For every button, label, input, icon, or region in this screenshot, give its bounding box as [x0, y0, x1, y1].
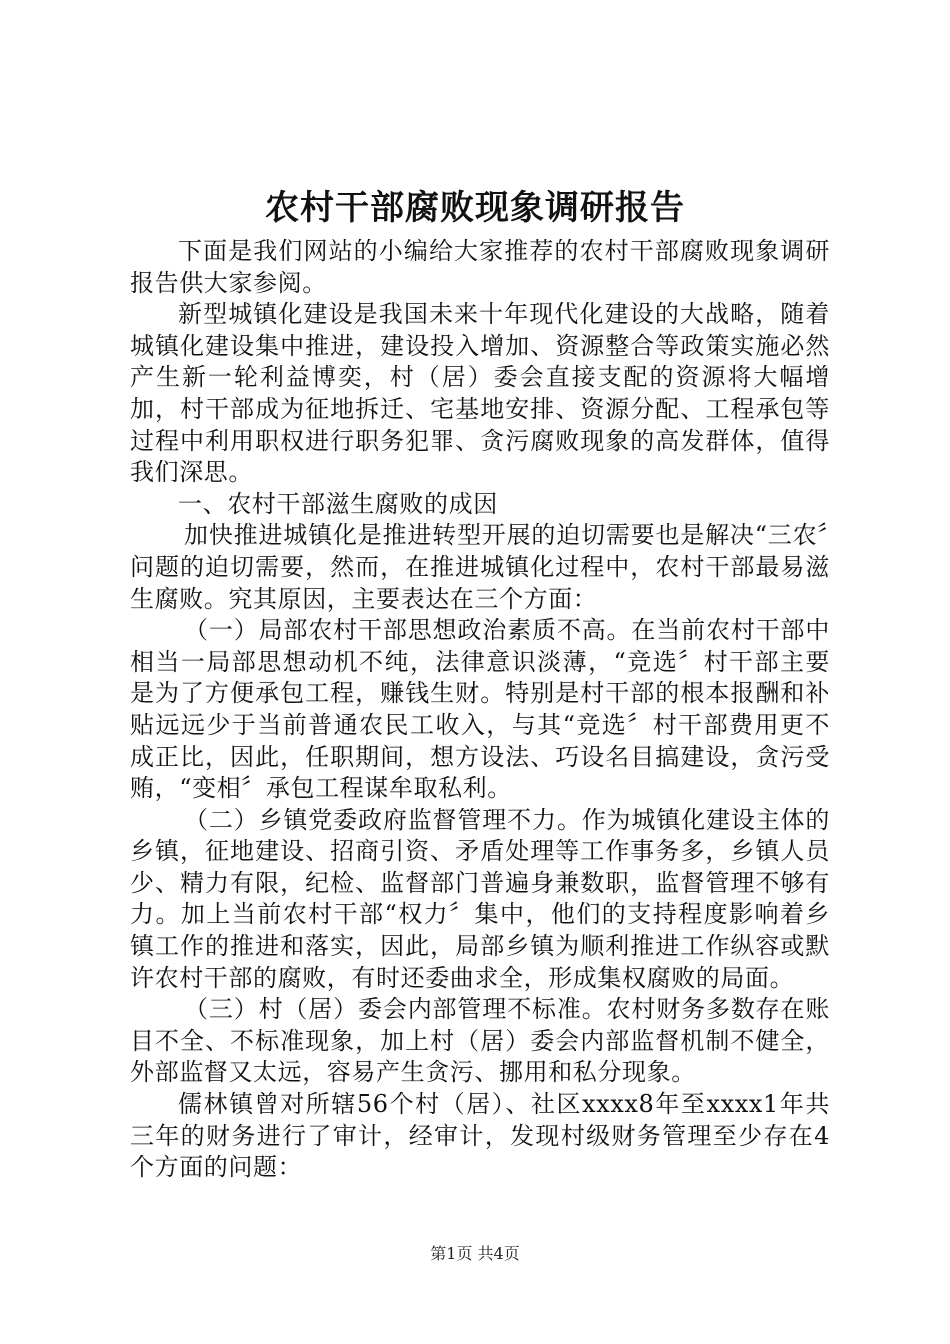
document-body: [130, 236, 830, 1184]
paragraph-cause-one: （一）局部农村干部思想政治素质不高。在当前农村干部中相当一局部思想动机不纯，法律意识淡薄，“竞选〞村干部主要是为了方便承包工程，赚钱生财。特别是村干部的根本报酬和补贴远远少于当前普通农民工收入，与其“竞选〞村干部费用更不成正比，因此，任职期间，想方设法、巧设名目搞建设，贪污受贿，“变相〞承包工程谋牟取私利。: [130, 616, 830, 803]
paragraph-cause-two: （二）乡镇党委政府监督管理不力。作为城镇化建设主体的乡镇，征地建设、招商引资、矛盾处理等工作事务多，乡镇人员少、精力有限，纪检、监督部门普遍身兼数职，监督管理不够有力。加上当前农村干部“权力〞集中，他们的支持程度影响着乡镇工作的推进和落实，因此，局部乡镇为顺利推进工作纵容或默许农村干部的腐败，有时还委曲求全，形成集权腐败的局面。: [130, 805, 830, 992]
paragraph-intro: 下面是我们网站的小编给大家推荐的农村干部腐败现象调研报告供大家参阅。: [130, 237, 830, 297]
paragraph-audit-example: 儒林镇曾对所辖56个村（居）、社区xxxx8年至xxxx1年共三年的财务进行了审计，经审计，发现村级财务管理至少存在4个方面的问题：: [130, 1090, 830, 1182]
page-number: 第1页 共4页: [430, 1244, 520, 1263]
section-heading-causes: 一、农村干部滋生腐败的成因: [178, 489, 498, 518]
document-title: 农村干部腐败现象调研报告: [265, 188, 685, 228]
paragraph-causes-overview: 加快推进城镇化是推进转型开展的迫切需要也是解决“三农〞问题的迫切需要，然而，在推进城镇化过程中，农村干部最易滋生腐败。究其原因，主要表达在三个方面：: [130, 521, 830, 613]
paragraph-background: 新型城镇化建设是我国未来十年现代化建设的大战略，随着城镇化建设集中推进，建设投入增加、资源整合等政策实施必然产生新一轮利益博奕，村（居）委会直接支配的资源将大幅增加，村干部成为征地拆迁、宅基地安排、资源分配、工程承包等过程中利用职权进行职务犯罪、贪污腐败现象的高发群体，值得我们深思。: [130, 300, 830, 487]
paragraph-cause-three: （三）村（居）委会内部管理不标准。农村财务多数存在账目不全、不标准现象，加上村（居）委会内部监督机制不健全，外部监督又太远，容易产生贪污、挪用和私分现象。: [130, 995, 830, 1087]
